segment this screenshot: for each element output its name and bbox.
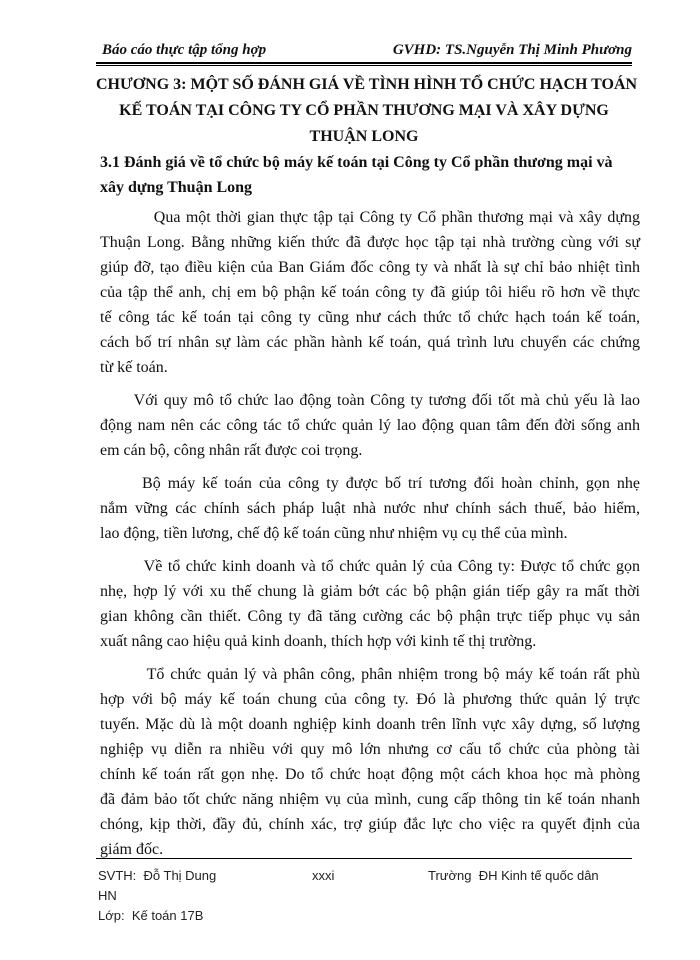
text-line: giúp đỡ, tạo điều kiện của Ban Giám đốc công ty và nhất là sự chỉ bảo nhiệt tình — [100, 259, 640, 276]
text-line: đã đảm bảo tốt chức năng nhiệm vụ của mình, cung cấp thông tin kế toán nhanh — [100, 791, 640, 808]
text-line: động nam nên các công tác tổ chức quản lý lao động quan tâm đến đời sống anh — [100, 417, 640, 434]
text-line: Bộ máy kế toán của công ty được bố trí tương đối hoàn chỉnh, gọn nhẹ — [100, 475, 640, 492]
text-line: em cán bộ, công nhân rất được coi trọng. — [100, 442, 363, 459]
text-line: giám đốc. — [100, 841, 164, 858]
supervisor-name: GVHD: TS.Nguyễn Thị Minh Phương — [392, 42, 632, 58]
school-name: Trường ĐH Kinh tế quốc dân — [428, 868, 599, 883]
section-heading-line-1: 3.1 Đánh giá về tổ chức bộ máy kế toán tại Công ty Cổ phần thương mại và — [100, 154, 613, 171]
chapter-title-line-2: KẾ TOÁN TẠI CÔNG TY CỔ PHẦN THƯƠNG MẠI VÀ XÂY DỰNG — [119, 102, 609, 119]
page-header — [96, 40, 632, 62]
text-line: xuất nâng cao hiệu quả kinh doanh, thích hợp với kinh tế thị trường. — [100, 633, 537, 650]
section-heading-line-2: xây dựng Thuận Long — [100, 179, 253, 196]
report-title: Báo cáo thực tập tổng hợp — [102, 42, 267, 58]
chapter-title-line-3: THUẬN LONG — [309, 128, 419, 145]
chapter-title — [96, 72, 638, 150]
text-line: lao động, tiền lương, chế độ kế toán cũng như nhiệm vụ cụ thể của mình. — [100, 525, 568, 542]
text-line: tế công tác kế toán tại công ty cũng như cách thức tổ chức hạch toán kế toán, — [100, 309, 640, 326]
paragraph — [100, 388, 640, 463]
header-rule-thin — [96, 65, 632, 66]
paragraph — [100, 554, 640, 654]
header-rule — [96, 62, 632, 64]
body-text — [100, 205, 640, 870]
text-line: tuyến. Mặc dù là một doanh nghiệp kinh doanh trên lĩnh vực xây dựng, số lượng — [100, 716, 640, 733]
text-line: nhẹ, hợp lý với xu thế chung là giảm bớt các bộ phận gián tiếp gây ra mất thời — [100, 583, 640, 600]
paragraph — [100, 471, 640, 546]
student-info — [98, 866, 278, 906]
paragraph — [100, 662, 640, 862]
text-line: chính kế toán rất gọn nhẹ. Do tổ chức hoạt động một cách khoa học mà phòng — [100, 766, 640, 783]
footer-rule — [96, 858, 632, 859]
text-line: của tập thể anh, chị em bộ phận kế toán công ty đã giúp tôi hiểu rõ hơn về thực — [100, 284, 640, 301]
text-line: từ kế toán. — [100, 359, 168, 376]
text-line: chóng, kịp thời, đầy đủ, chính xác, trợ giúp đắc lực cho việc ra quyết định của — [100, 816, 640, 833]
text-line: cách bố trí nhân sự làm các phần hành kế toán, quá trình lưu chuyển các chứng — [100, 334, 640, 351]
text-line: nắm vững các chính sách pháp luật nhà nước như chính sách thuế, bảo hiểm, — [100, 500, 640, 517]
page-number: xxxi — [312, 868, 335, 883]
text-line: Thuận Long. Bằng những kiến thức đã được học tập tại nhà trường cùng với sự — [100, 234, 640, 251]
student-location: HN — [98, 888, 117, 903]
text-line: hợp với bộ máy kế toán chung của công ty. Đó là phương thức quản lý trực — [100, 691, 640, 708]
paragraph — [100, 205, 640, 380]
text-line: Qua một thời gian thực tập tại Công ty Cổ phần thương mại và xây dựng — [100, 209, 640, 226]
text-line: Về tổ chức kinh doanh và tổ chức quản lý của Công ty: Được tổ chức gọn — [100, 558, 640, 575]
text-line: gian không cần thiết. Công ty đã tăng cường các bộ phận trực tiếp phục vụ sản — [100, 608, 640, 625]
student-name: SVTH: Đỗ Thị Dung — [98, 868, 217, 883]
chapter-title-line-1: CHƯƠNG 3: MỘT SỐ ĐÁNH GIÁ VỀ TÌNH HÌNH TỔ CHỨC HẠCH TOÁN — [96, 76, 638, 93]
text-line: nghiệp vụ diễn ra nhiều với quy mô lớn nhưng cơ cấu tổ chức của phòng tài — [100, 741, 640, 758]
text-line: Với quy mô tổ chức lao động toàn Công ty tương đối tốt mà chủ yếu là lao — [100, 392, 640, 409]
section-heading — [100, 150, 636, 200]
class-name: Lớp: Kế toán 17B — [98, 908, 204, 923]
text-line: Tổ chức quản lý và phân công, phân nhiệm trong bộ máy kế toán rất phù — [100, 666, 640, 683]
